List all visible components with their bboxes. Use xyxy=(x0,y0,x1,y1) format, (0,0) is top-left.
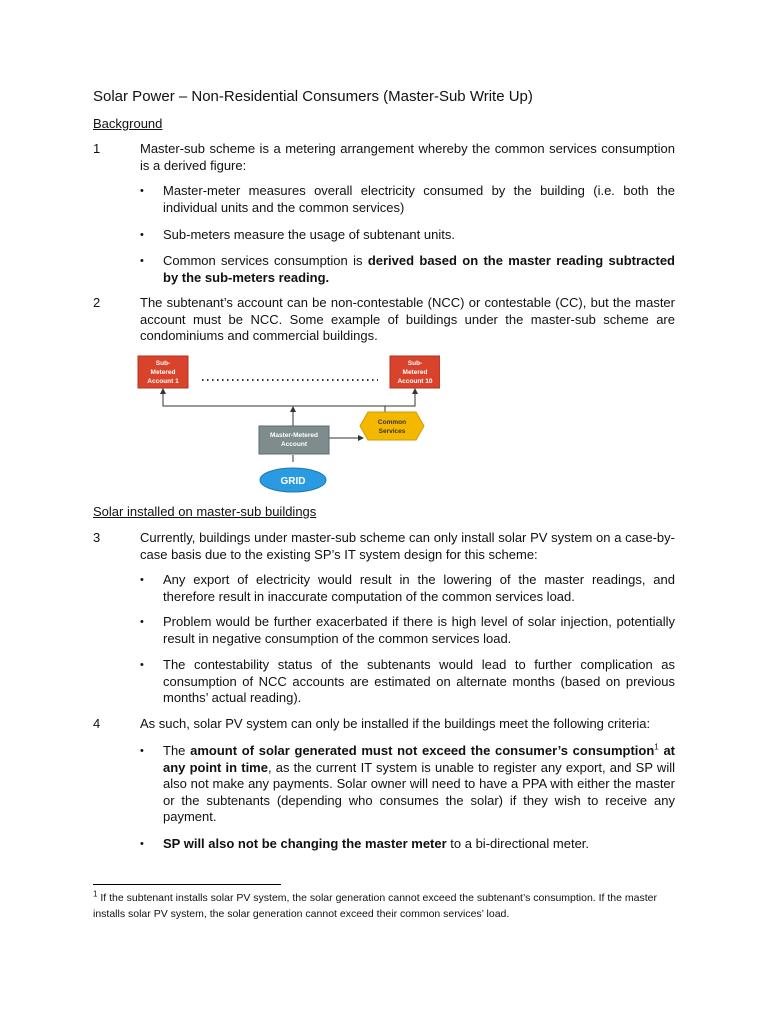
background-heading: Background xyxy=(93,116,163,131)
footnote: $^1$ If the subtenant installs solar PV system, the solar generation cannot exceed the subtenant’s consumption. If the master installs solar PV system, the solar generation cannot exceed their common services’ load. xyxy=(93,889,657,920)
paragraph-2 xyxy=(93,295,675,345)
paragraph-text: As such, solar PV system can only be installed if the buildings meet the following criteria: xyxy=(140,716,651,731)
bullet-icon: • xyxy=(140,659,144,671)
paragraph-number: 3 xyxy=(93,530,101,545)
bullet-text: The amount of solar generated must not exceed the consumer’s consumption$^1$ at any point in time, as the current IT system is unable to register any export, and SP will also not make any payments. Solar owner will need to have a PPA with either the master or the subtenants (depending who consumes the solar) if they wish to receive any payment. xyxy=(163,742,676,824)
footnote-divider xyxy=(93,884,281,885)
solar-heading: Solar installed on master-sub buildings xyxy=(93,504,317,519)
paragraph-text: Currently, buildings under master-sub scheme can only install solar PV system on a case-by-case basis due to the existing SP’s IT system design for this scheme: xyxy=(140,530,675,562)
master-line2: Account xyxy=(281,441,307,448)
document-title: Solar Power – Non-Residential Consumers (Master-Sub Write Up) xyxy=(93,88,533,105)
bullet-text: Common services consumption is derived based on the master reading subtracted by the sub-meters reading. xyxy=(163,253,675,285)
sub1-line2: Metered xyxy=(150,369,176,376)
bullet-item xyxy=(140,657,675,707)
sub10-line2: Metered xyxy=(402,369,428,376)
bullet-icon: • xyxy=(140,838,144,850)
common-line2: Services xyxy=(378,428,406,435)
arrow-icon xyxy=(412,388,418,394)
paragraph-text: The subtenant’s account can be non-contestable (NCC) or contestable (CC), but the master account must be NCC. Some example of buildings under the master-sub scheme are condominiums and commercial buildings. xyxy=(140,295,675,343)
bullet-icon: • xyxy=(140,745,144,757)
bullet-item xyxy=(140,614,675,647)
paragraph-number: 4 xyxy=(93,716,101,731)
bullet-text: The contestability status of the subtenants would lead to further complication as consumption of NCC accounts are estimated on alternate months (based on previous months’ actual reading). xyxy=(163,657,675,705)
bullet-item xyxy=(140,227,675,244)
connector-line xyxy=(163,390,415,406)
bullet-icon: • xyxy=(140,574,144,586)
arrow-icon xyxy=(358,435,364,441)
bullet-text: Sub-meters measure the usage of subtenant units. xyxy=(163,227,455,242)
bullet-icon: • xyxy=(140,255,144,267)
paragraph-3 xyxy=(93,530,675,563)
bullet-icon: • xyxy=(140,185,144,197)
paragraph-4 xyxy=(93,716,675,733)
bullet-text: SP will also not be changing the master meter to a bi-directional meter. xyxy=(163,836,590,851)
sub1-line3: Account 1 xyxy=(147,378,179,385)
metering-diagram xyxy=(130,352,440,497)
sub1-line1: Sub- xyxy=(155,360,171,367)
paragraph-text: Master-sub scheme is a metering arrangement whereby the common services consumption is a derived figure: xyxy=(140,141,675,173)
arrow-icon xyxy=(290,406,296,412)
bullet-text: Any export of electricity would result in the lowering of the master readings, and therefore result in inaccurate computation of the common services load. xyxy=(163,572,675,604)
bullet-icon: • xyxy=(140,229,144,241)
bullet-item xyxy=(140,183,675,216)
sub10-line1: Sub- xyxy=(407,360,423,367)
paragraph-1 xyxy=(93,141,675,174)
master-metered-account-box xyxy=(259,426,329,454)
bullet-icon: • xyxy=(140,616,144,628)
master-line1: Master-Metered xyxy=(269,432,319,439)
bullet-item xyxy=(140,253,675,286)
common-services-box xyxy=(360,412,424,440)
bullet-item xyxy=(140,572,675,605)
paragraph-number: 2 xyxy=(93,295,101,310)
bullet-item xyxy=(140,743,675,826)
common-line1: Common xyxy=(377,419,407,426)
grid-label: GRID xyxy=(280,476,306,487)
sub10-line3: Account 10 xyxy=(397,378,433,385)
arrow-icon xyxy=(160,388,166,394)
bullet-text: Problem would be further exacerbated if there is high level of solar injection, potentially result in negative consumption of the common services load. xyxy=(163,614,675,646)
paragraph-number: 1 xyxy=(93,141,101,156)
bullet-text: Master-meter measures overall electricity consumed by the building (i.e. both the individual units and the common services) xyxy=(163,183,675,215)
bullet-item xyxy=(140,836,675,853)
